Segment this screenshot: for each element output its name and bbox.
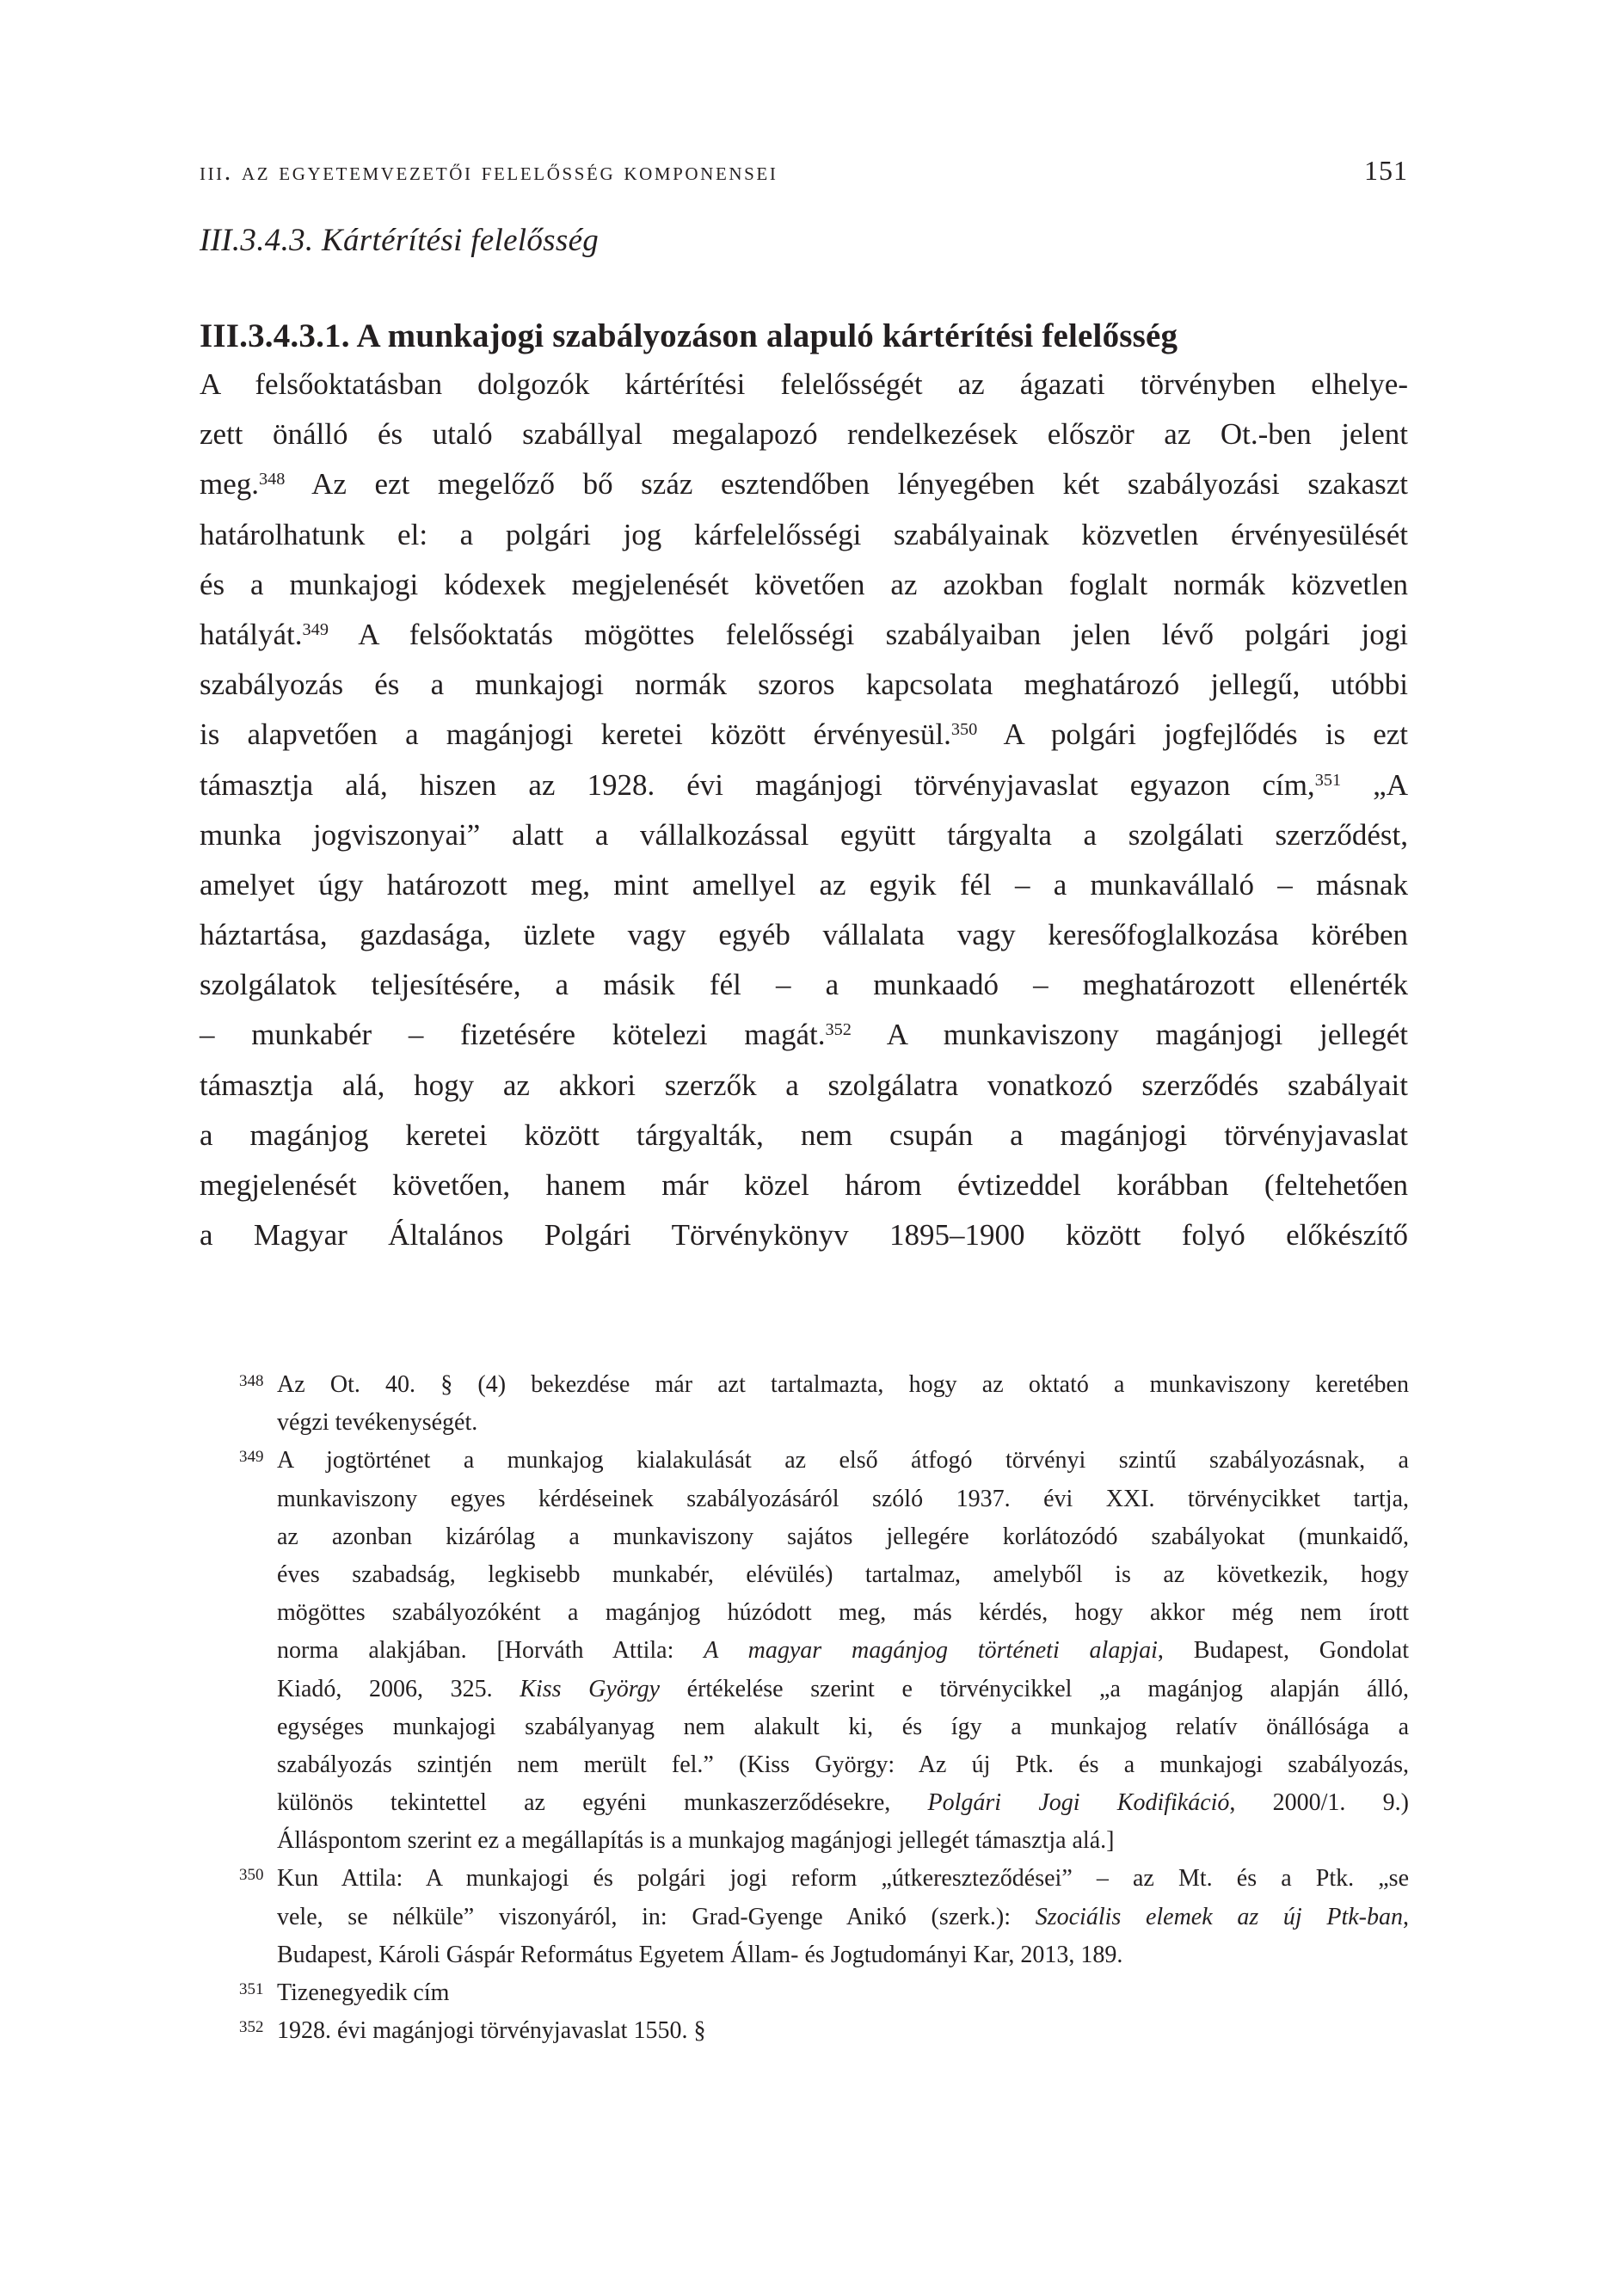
body-text-segment: A polgári jogfejlődés is ezt xyxy=(977,717,1408,752)
footnote-line: szabályozás szintjén nem merült fel.” (Kiss György: Az új Ptk. és a munkajogi szabályozás, xyxy=(277,1751,1409,1778)
subsection-title: III.3.4.3. Kártérítési felelősség xyxy=(200,223,600,258)
body-line: szabályozás és a munkajogi normák szoros kapcsolata meghatározó jellegű, utóbbi xyxy=(200,668,1408,702)
footnote-349 xyxy=(239,1442,1409,1860)
footnote-line: Álláspontom szerint ez a megállapítás is a munkajog magánjogi jellegét támasztja alá.] xyxy=(277,1827,1115,1855)
footnote-line: Kun Attila: A munkajogi és polgári jogi reform „útkereszteződései” – az Mt. és a Ptk. „se xyxy=(277,1865,1409,1893)
body-line: és a munkajogi kódexek megjelenését követően az azokban foglalt normák közvetlen xyxy=(200,567,1408,601)
footnote-text-segment: , Budapest, Gondolat xyxy=(1157,1637,1409,1665)
footnote-352 xyxy=(239,2012,1409,2050)
footnote-line xyxy=(277,1671,1409,1708)
footnote-line: Budapest, Károli Gáspár Református Egyetem Állam- és Jogtudományi Kar, 2013, 189. xyxy=(277,1941,1123,1968)
footnote-line: éves szabadság, legkisebb munkabér, elévülés) tartalmaz, amelyből is az következik, hogy xyxy=(277,1560,1409,1588)
body-line xyxy=(200,1010,1408,1060)
footnote-text-segment: , 2000/1. 9.) xyxy=(1229,1789,1409,1817)
footnote-reference[interactable]: 349 xyxy=(302,619,329,639)
body-text-segment: A munkaviszony magánjogi jellegét xyxy=(851,1018,1409,1052)
footnote-number: 348 xyxy=(239,1372,264,1390)
footnote-348 xyxy=(239,1366,1409,1442)
footnote-number: 352 xyxy=(239,2018,264,2037)
body-text-segment: – munkabér – fizetésére kötelezi magát. xyxy=(200,1018,826,1052)
body-text-segment: „A xyxy=(1341,767,1408,802)
footnote-line: egységes munkajogi szabályanyag nem alakult ki, és így a munkajog relatív önállósága a xyxy=(277,1713,1409,1740)
footnote-text-segment: értékelése szerint e törvénycikkel „a magánjog alapján álló, xyxy=(660,1675,1409,1702)
body-line: zett önálló és utaló szabállyal megalapozó rendelkezések először az Ot.-ben jelent xyxy=(200,417,1408,452)
footnote-text-segment: Kiadó, 2006, 325. xyxy=(277,1675,520,1702)
footnote-reference[interactable]: 351 xyxy=(1314,770,1342,790)
footnote-text-segment: , xyxy=(1403,1903,1409,1930)
italic-title: A magyar magánjog történeti alapjai xyxy=(704,1637,1158,1665)
body-text-segment: támasztja alá, hiszen az 1928. évi magánjogi törvényjavaslat egyazon cím, xyxy=(200,767,1315,802)
body-line: szolgálatok teljesítésére, a másik fél – a munkaadó – meghatározott ellenérték xyxy=(200,968,1408,1002)
body-text-segment: is alapvetően a magánjogi keretei között érvényesül. xyxy=(200,717,951,752)
body-text-segment: Az ezt megelőző bő száz esztendőben lényegében két szabályozási szakaszt xyxy=(285,467,1408,502)
body-line: támasztja alá, hogy az akkori szerzők a szolgálatra vonatkozó szerződés szabályait xyxy=(200,1068,1408,1102)
running-title: iii. az egyetemvezetői felelősség komponensei xyxy=(200,157,778,186)
body-line xyxy=(200,710,1408,760)
body-paragraph xyxy=(200,360,1408,1260)
body-line: munka jogviszonyai” alatt a vállalkozással együtt tárgyalta a szolgálati szerződést, xyxy=(200,817,1408,852)
footnote-line: mögöttes szabályozóként a magánjog húzódott meg, más kérdés, hogy akkor még nem írott xyxy=(277,1599,1409,1627)
italic-title: Szociális elemek az új Ptk-ban xyxy=(1035,1903,1403,1930)
body-line: háztartása, gazdasága, üzlete vagy egyéb vállalata vagy keresőfoglalkozása körében xyxy=(200,918,1408,952)
footnote-351 xyxy=(239,1974,1409,2012)
italic-title: Kiss György xyxy=(520,1675,661,1702)
footnote-text-segment: norma alakjában. [Horváth Attila: xyxy=(277,1637,704,1665)
footnote-text-segment: különös tekintettel az egyéni munkaszerződésekre, xyxy=(277,1789,928,1817)
footnote-line xyxy=(277,1899,1409,1936)
footnote-350 xyxy=(239,1860,1409,1974)
footnote-number: 351 xyxy=(239,1980,264,1998)
footnote-reference[interactable]: 350 xyxy=(950,720,978,740)
footnotes xyxy=(239,1366,1409,2050)
footnote-number: 349 xyxy=(239,1448,264,1467)
body-text-segment: A felsőoktatás mögöttes felelősségi szabályaiban jelen lévő polgári jogi xyxy=(328,617,1408,651)
footnote-line: 1928. évi magánjogi törvényjavaslat 1550. § xyxy=(277,2017,706,2045)
body-line xyxy=(200,760,1408,810)
footnote-text-segment: vele, se nélküle” viszonyáról, in: Grad-Gyenge Anikó (szerk.): xyxy=(277,1903,1036,1930)
section-title: III.3.4.3.1. A munkajogi szabályozáson alapuló kártérítési felelősség xyxy=(200,317,1178,354)
footnote-line: A jogtörténet a munkajog kialakulását az első átfogó törvényi szintű szabályozásnak, a xyxy=(277,1447,1409,1474)
body-line: A felsőoktatásban dolgozók kártérítési felelősségét az ágazati törvényben elhelye- xyxy=(200,367,1408,401)
body-text-segment: hatályát. xyxy=(200,617,303,651)
page-number: 151 xyxy=(1364,155,1408,186)
footnote-line: Az Ot. 40. § (4) bekezdése már azt tartalmazta, hogy az oktató a munkaviszony keretében xyxy=(277,1371,1409,1398)
footnote-line xyxy=(277,1784,1409,1822)
footnote-line: Tizenegyedik cím xyxy=(277,1979,450,2006)
body-text-segment: meg. xyxy=(200,467,260,502)
footnote-line: végzi tevékenységét. xyxy=(277,1409,478,1437)
body-line xyxy=(200,610,1408,660)
italic-title: Polgári Jogi Kodifikáció xyxy=(927,1789,1230,1817)
footnote-reference[interactable]: 352 xyxy=(825,1020,852,1040)
body-line: amelyet úgy határozott meg, mint amellyel az egyik fél – a munkavállaló – másnak xyxy=(200,867,1408,902)
footnote-number: 350 xyxy=(239,1866,264,1885)
footnote-line: az azonban kizárólag a munkaviszony sajátos jellegére korlátozódó szabályokat (munkaidő, xyxy=(277,1523,1409,1550)
body-line: megjelenését követően, hanem már közel három évtizeddel korábban (feltehetően xyxy=(200,1168,1408,1202)
body-line: a Magyar Általános Polgári Törvénykönyv 1895–1900 között folyó előkészítő xyxy=(200,1218,1408,1253)
body-line xyxy=(200,459,1408,509)
footnote-line xyxy=(277,1632,1409,1670)
body-line: határolhatunk el: a polgári jog kárfelelősségi szabályainak közvetlen érvényesülését xyxy=(200,517,1408,551)
footnote-line: munkaviszony egyes kérdéseinek szabályozásáról szóló 1937. évi XXI. törvénycikket tartja, xyxy=(277,1485,1409,1512)
body-line: a magánjog keretei között tárgyalták, nem csupán a magánjogi törvényjavaslat xyxy=(200,1117,1408,1152)
running-head xyxy=(200,155,1408,187)
footnote-reference[interactable]: 348 xyxy=(259,470,286,489)
